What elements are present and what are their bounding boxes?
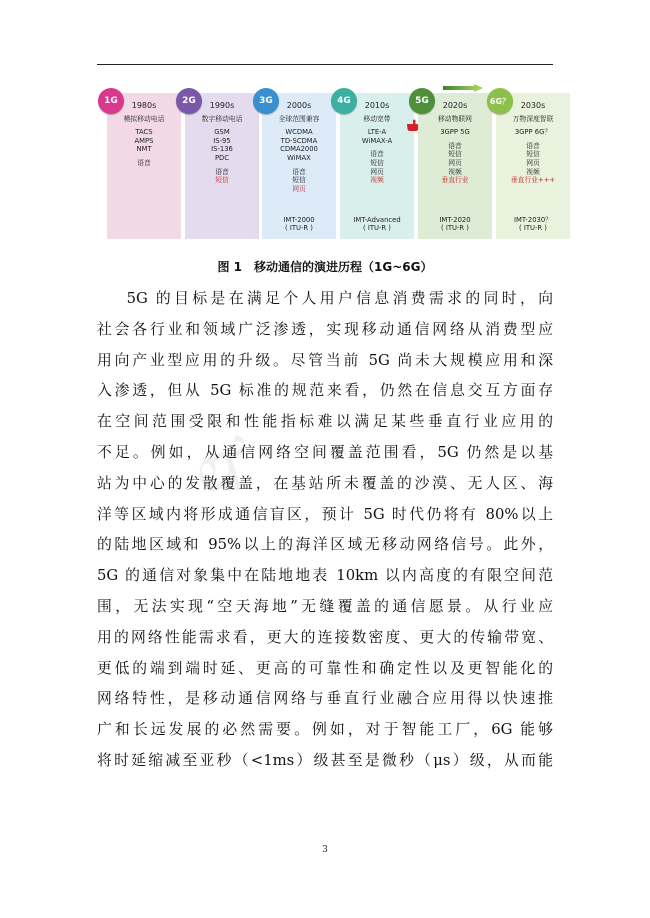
page-number: 3 <box>322 845 328 855</box>
generation-badge: 1G <box>98 88 124 114</box>
standard-label: CDMA2000 <box>280 145 318 154</box>
imt-label: IMT-Advanced <box>353 215 401 224</box>
standard-label: 3GPP 6G？ <box>514 128 552 137</box>
imt-label: ( ITU-R ) <box>519 224 547 233</box>
text-line: 不足。例如，从通信网络空间覆盖范围看，5G 仍然是以基 <box>97 443 553 461</box>
service-label: 网页 <box>370 167 384 176</box>
text-line: 在空间范围受限和性能指标难以满足某些垂直行业应用的 <box>97 413 553 431</box>
imt-label: ( ITU-R ) <box>285 224 313 233</box>
text-line: 广和长远发展的必然需要。例如，对于智能工厂，6G 能够 <box>97 721 553 739</box>
generation-badge: 3G <box>253 88 279 114</box>
text-line: 将时延缩减至亚秒（<1ms）级甚至是微秒（μs）级，从而能 <box>97 751 553 769</box>
text-line: 入渗透，但从 5G 标准的规范来看，仍然在信息交互方面存 <box>97 382 553 400</box>
arrow-right-icon <box>443 84 483 92</box>
generation-card <box>418 93 492 239</box>
era-label: 2000s <box>286 101 312 110</box>
generation-card <box>185 93 259 239</box>
text-line: 站为中心的发散覆盖，在基站所未覆盖的沙漠、无人区、海 <box>97 474 553 492</box>
service-label: 短信 <box>526 150 540 159</box>
body-paragraph <box>97 284 553 777</box>
service-label: 垂直行业+++ <box>510 176 556 185</box>
text-line: 洋等区域内将形成通信盲区，预计 5G 时代仍将有 80%以上 <box>97 505 553 523</box>
generation-badge: 4G <box>331 88 357 114</box>
standard-label: AMPS <box>134 136 154 145</box>
text-line: 5G 的目标是在满足个人用户信息消费需求的同时，向 <box>126 290 553 307</box>
watermark: 🙰 <box>173 413 281 518</box>
service-label: 网页 <box>448 158 462 167</box>
feature-label: 移动宽带 <box>363 114 391 123</box>
standard-label: NMT <box>136 145 152 154</box>
standard-label: GSM <box>214 128 230 137</box>
text-line: 用的网络性能需求看，更大的连接数密度、更大的传输带宽、 <box>97 628 553 646</box>
standard-label: TACS <box>135 128 153 137</box>
header-rule <box>97 64 553 65</box>
service-label: 短信 <box>370 158 384 167</box>
text-line: 更低的端到端时延、更高的可靠性和确定性以及更智能化的 <box>97 659 553 677</box>
generation-badge: 5G <box>409 88 435 114</box>
standard-label: WiMAX <box>287 153 311 162</box>
text-line: 5G 的通信对象集中在陆地地表 10km 以内高度的有限空间范 <box>97 567 553 585</box>
imt-label: IMT-2030？ <box>514 215 552 224</box>
standard-label: IS-95 <box>213 136 231 145</box>
imt-label: IMT-2020 <box>439 215 471 224</box>
service-label: 语音 <box>215 167 229 176</box>
standard-label: WiMAX-A <box>361 136 393 145</box>
figure-caption: 图 1 移动通信的演进历程（1G~6G） <box>217 260 433 274</box>
era-label: 2030s <box>520 101 546 110</box>
service-label: 短信 <box>292 176 306 185</box>
service-label: 语音 <box>448 141 462 150</box>
standard-label: 3GPP 5G <box>440 128 470 137</box>
generation-card <box>496 93 570 239</box>
text-line: 社会各行业和领域广泛渗透，实现移动通信网络从消费型应 <box>97 320 553 338</box>
service-label: 网页 <box>526 158 540 167</box>
feature-label: 万物深度智联 <box>512 114 554 123</box>
service-label: 语音 <box>292 167 306 176</box>
standard-label: TD-SCDMA <box>280 136 318 145</box>
text-line: 网络特性，是移动通信网络与垂直行业融合应用得以快速推 <box>97 690 553 708</box>
feature-label: 全球范围兼容 <box>278 114 320 123</box>
era-label: 1990s <box>209 101 235 110</box>
pointing-hand-icon <box>405 118 419 132</box>
generation-card <box>262 93 336 239</box>
imt-label: ( ITU-R ) <box>363 224 391 233</box>
generation-badge: 6G？ <box>487 88 513 114</box>
generation-badge: 2G <box>176 88 202 114</box>
service-label: 短信 <box>215 176 229 185</box>
service-label: 语音 <box>370 150 384 159</box>
standard-label: IS-136 <box>211 145 233 154</box>
service-label: 语音 <box>526 141 540 150</box>
service-label: 视频 <box>448 167 462 176</box>
generation-card <box>340 93 414 239</box>
service-label: 语音 <box>137 158 151 167</box>
era-label: 2010s <box>364 101 390 110</box>
generation-card <box>107 93 181 239</box>
feature-label: 移动物联网 <box>438 114 472 123</box>
feature-label: 数字移动电话 <box>201 114 243 123</box>
standard-label: WCDMA <box>285 128 313 137</box>
era-label: 2020s <box>442 101 468 110</box>
standard-label: PDC <box>214 153 230 162</box>
service-label: 垂直行业 <box>441 176 469 185</box>
text-line: 的陆地区域和 95%以上的海洋区域无移动网络信号。此外， <box>97 536 553 554</box>
service-label: 视频 <box>526 167 540 176</box>
text-line: 围，无法实现“空天海地”无缝覆盖的通信愿景。从行业应 <box>97 597 553 615</box>
service-label: 视频 <box>370 176 384 185</box>
service-label: 网页 <box>292 184 306 193</box>
feature-label: 模拟移动电话 <box>123 114 165 123</box>
text-line: 用向产业型应用的升级。尽管当前 5G 尚未大规模应用和深 <box>97 351 553 369</box>
imt-label: IMT-2000 <box>283 215 315 224</box>
era-label: 1980s <box>131 101 157 110</box>
standard-label: LTE-A <box>367 128 387 137</box>
service-label: 短信 <box>448 150 462 159</box>
imt-label: ( ITU-R ) <box>441 224 469 233</box>
